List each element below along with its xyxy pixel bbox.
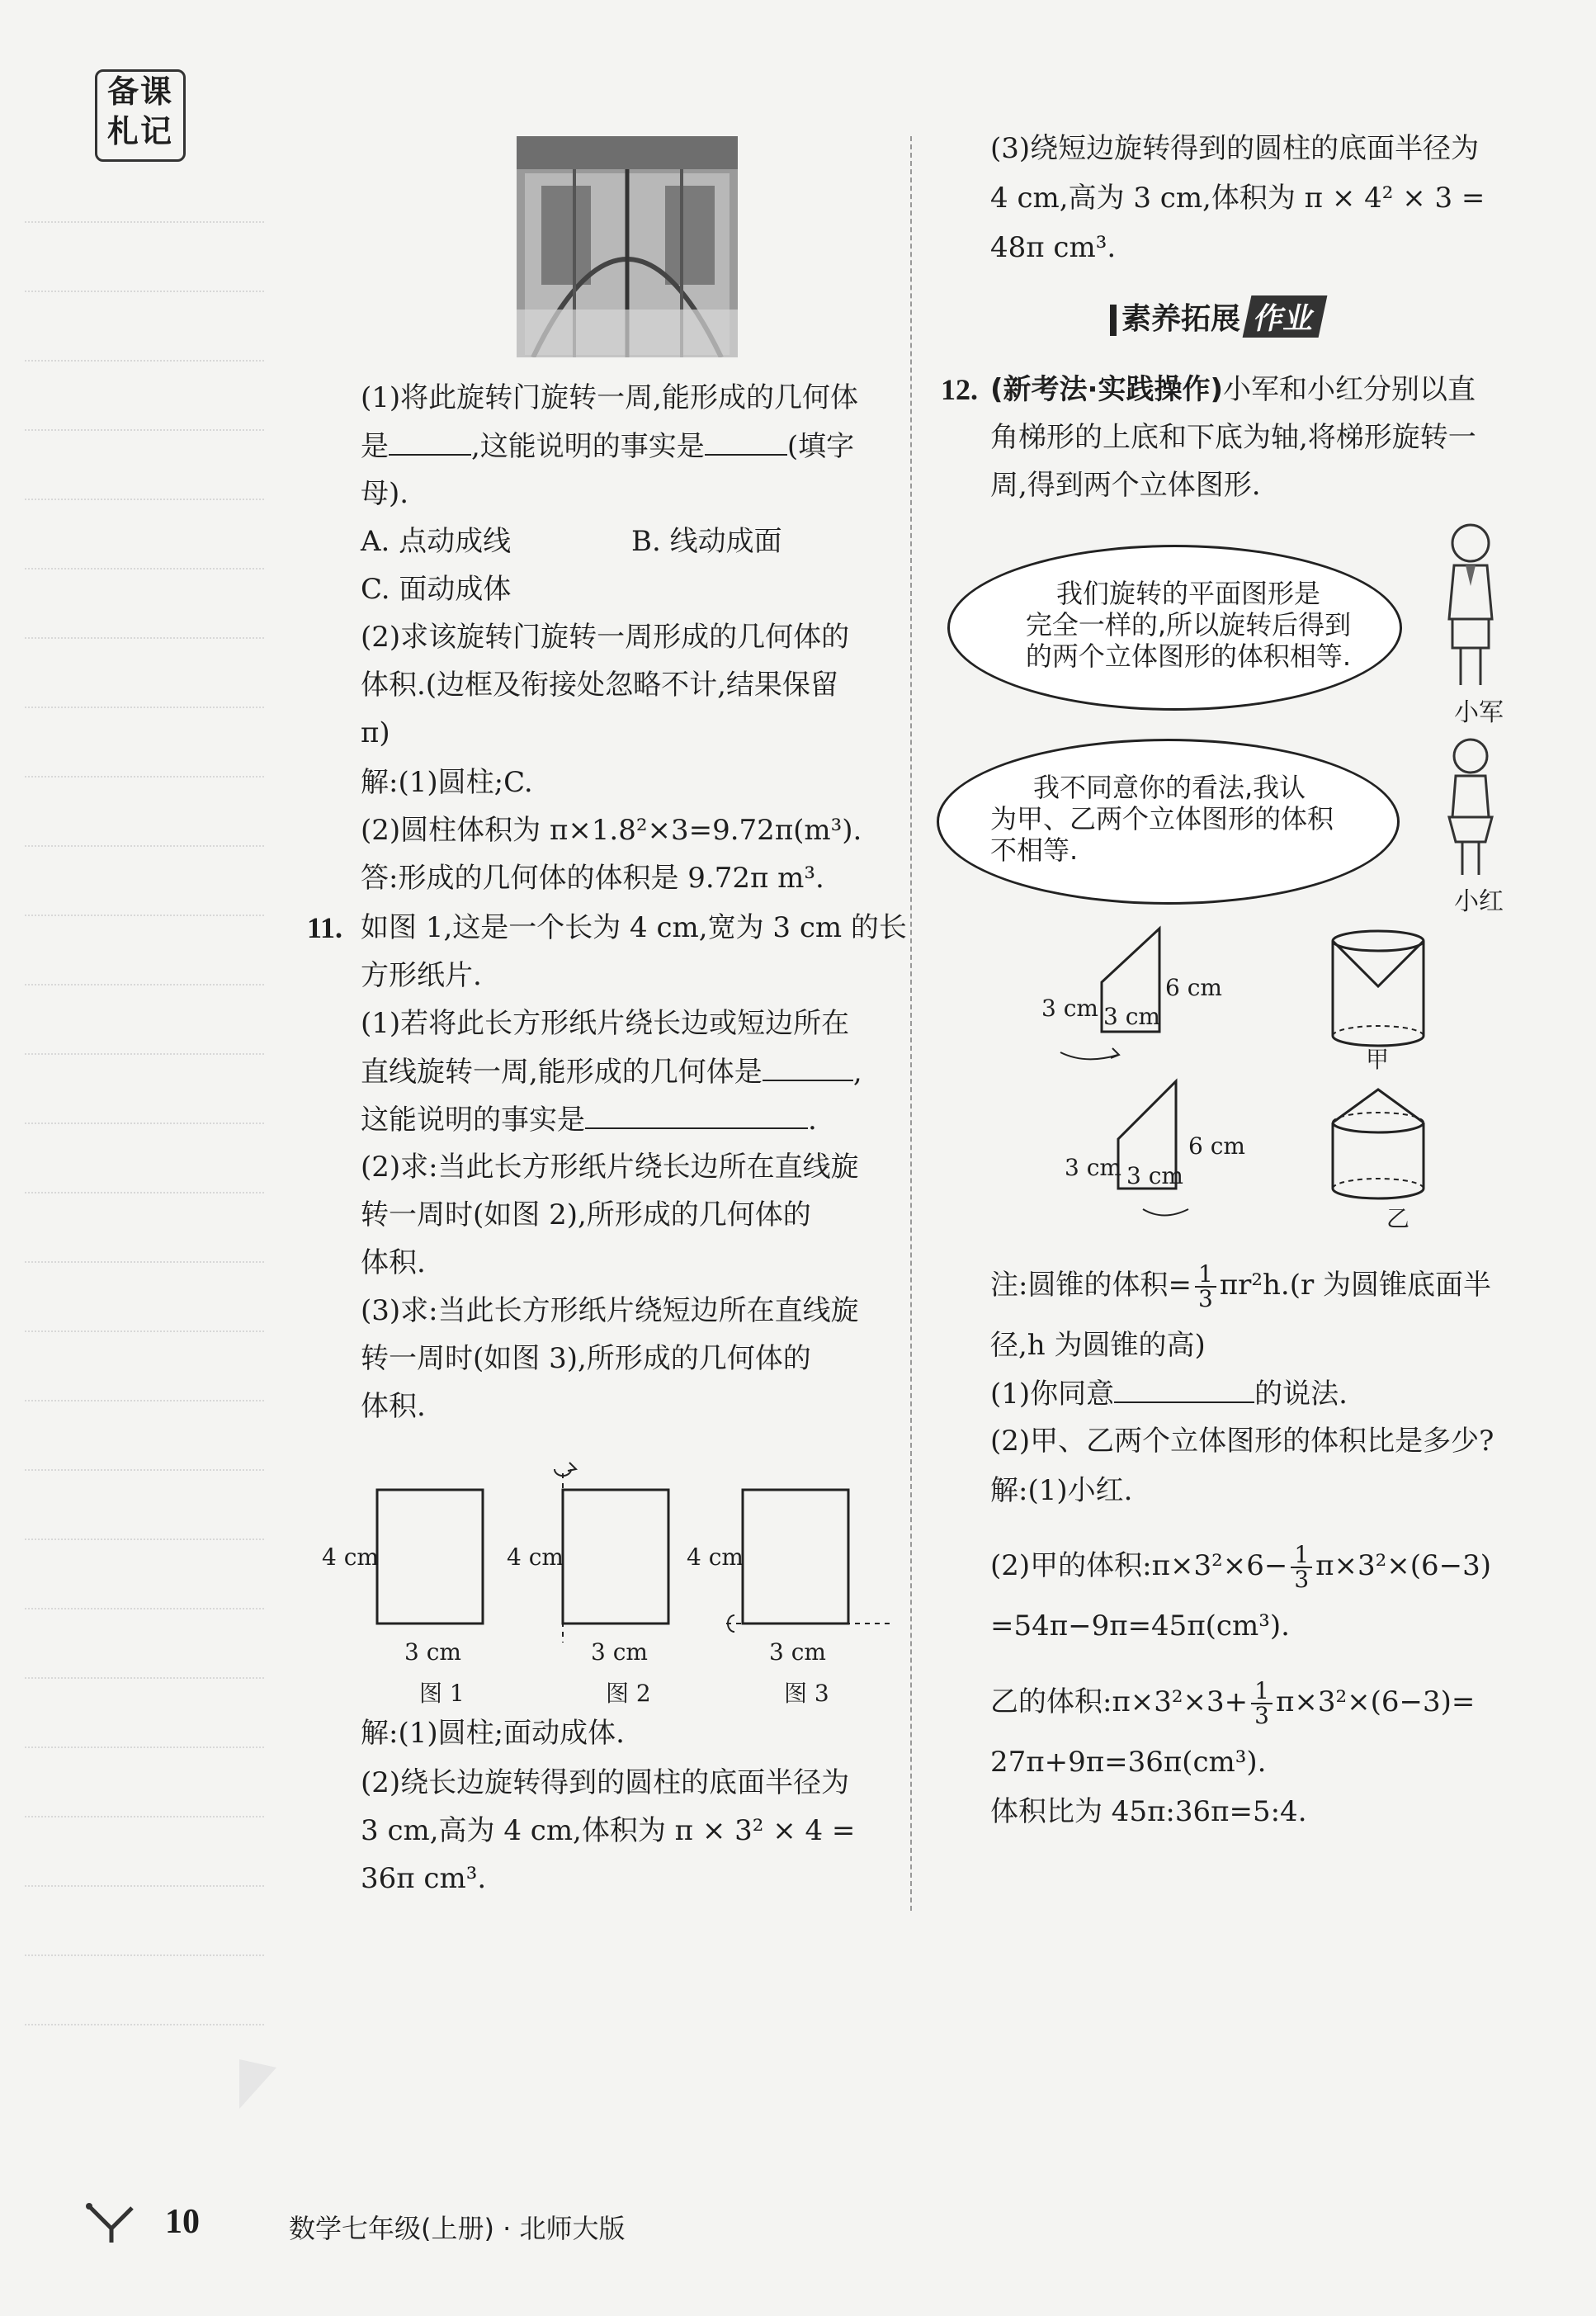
q11-l7: 转一周时(如图 2),所形成的几何体的 <box>361 1198 811 1231</box>
q10-part2-line3: π) <box>361 716 390 749</box>
fig2-side-label: 4 cm <box>507 1543 564 1571</box>
fig1-bottom-label: 3 cm <box>404 1638 461 1666</box>
bottom-right-dim: 6 cm <box>1188 1132 1245 1160</box>
q12-ratio: 体积比为 45π:36π=5:4. <box>990 1795 1307 1828</box>
fig1-rectangle <box>377 1490 483 1624</box>
fig3-caption: 图 3 <box>784 1680 829 1707</box>
boy-illustration <box>1438 520 1504 693</box>
q12-l1: (新考法·实践操作)小军和小红分别以直 <box>990 373 1476 406</box>
q10-p2a: 是 <box>361 430 389 463</box>
q12-number: 12. <box>941 373 978 406</box>
bubble-boy-text: 我们旋转的平面图形是 完全一样的,所以旋转后得到 的两个立体图形的体积相等. <box>1025 578 1352 672</box>
q11-solution3: (3)绕短边旋转得到的圆柱的底面半径为 <box>990 132 1480 165</box>
q11-solution3-line3: 48π cm³. <box>990 231 1117 264</box>
book-title: 数学七年级(上册) · 北师大版 <box>289 2213 626 2244</box>
q11-l5: 这能说明的事实是 . <box>361 1104 817 1137</box>
q10-part2: (2)求该旋转门旋转一周形成的几何体的 <box>361 621 850 654</box>
fig2-bottom-label: 3 cm <box>591 1638 648 1666</box>
q11-l10: 转一周时(如图 3),所形成的几何体的 <box>361 1342 811 1375</box>
q10-p2b: ,这能说明的事实是 <box>471 430 705 463</box>
q11-l9: (3)求:当此长方形纸片绕短边所在直线旋 <box>361 1294 859 1327</box>
top-left-dim: 3 cm <box>1041 995 1098 1022</box>
q11-solution3-line2: 4 cm,高为 3 cm,体积为 π × 4² × 3 = <box>990 182 1485 215</box>
yi-label: 乙 <box>1386 1205 1410 1232</box>
trapezoid-diagrams <box>1023 916 1485 1246</box>
footer-arrow-icon <box>83 2200 140 2245</box>
q12-solution1: 解:(1)小红. <box>990 1474 1133 1507</box>
q12-part1: (1)你同意 的说法. <box>990 1378 1348 1411</box>
q10-option-b: B. 线动成面 <box>631 525 782 558</box>
section-tag: 作业 <box>1243 295 1328 338</box>
q10-solution2: (2)圆柱体积为 π×1.8²×3=9.72π(m³). <box>361 814 862 847</box>
page-number: 10 <box>165 2203 200 2241</box>
q10-solution1: 解:(1)圆柱;C. <box>361 766 533 799</box>
fig3-rectangle <box>743 1490 848 1624</box>
fig2-rectangle <box>563 1490 668 1624</box>
q11-l8: 体积. <box>361 1246 426 1279</box>
bubble-girl-text: 我不同意你的看法,我认 为甲、乙两个立体图形的体积 不相等. <box>990 772 1334 866</box>
answer-blank[interactable] <box>389 429 471 456</box>
answer-blank[interactable] <box>763 1055 853 1081</box>
q11-l3: (1)若将此长方形纸片绕长边或短边所在 <box>361 1007 850 1040</box>
bottom-left-dim: 3 cm <box>1065 1154 1121 1181</box>
top-inner-dim: 3 cm <box>1103 1003 1160 1030</box>
q12-l2: 角梯形的上底和下底为轴,将梯形旋转一 <box>990 421 1476 454</box>
q10-option-c: C. 面动成体 <box>361 573 512 606</box>
q12-solution2-line2: =54π−9π=45π(cm³). <box>990 1609 1290 1642</box>
boy-name: 小军 <box>1454 698 1504 727</box>
q10-p2c: (填字 <box>786 430 855 463</box>
q11-solution2-line3: 36π cm³. <box>361 1862 487 1895</box>
q11-l1: 如图 1,这是一个长为 4 cm,宽为 3 cm 的长 <box>361 911 907 944</box>
q12-part2: (2)甲、乙两个立体图形的体积比是多少? <box>990 1425 1494 1458</box>
fig1-caption: 图 1 <box>419 1680 465 1707</box>
bottom-inner-dim: 3 cm <box>1126 1162 1183 1189</box>
column-divider <box>910 136 912 1911</box>
fig3-side-label: 4 cm <box>687 1543 744 1571</box>
jia-top <box>1333 931 1424 951</box>
q11-l11: 体积. <box>361 1390 426 1423</box>
girl-name: 小红 <box>1454 887 1504 916</box>
q11-number: 11. <box>307 911 343 944</box>
badge-line1: 备课 <box>106 73 173 110</box>
q11-solution2-line2: 3 cm,高为 4 cm,体积为 π × 3² × 4 = <box>361 1814 856 1847</box>
rotation-arrow-top <box>1060 1052 1118 1059</box>
corner-decoration <box>239 2059 281 2117</box>
q12-note: 注:圆锥的体积= $\frac{1}{3}$ πr²h.(r 为圆锥底面半 <box>990 1260 1492 1312</box>
q10-option-a: A. 点动成线 <box>361 525 512 558</box>
fig1-side-label: 4 cm <box>322 1543 379 1571</box>
answer-blank[interactable] <box>585 1103 808 1129</box>
section-header <box>1110 295 1323 336</box>
q12-l3: 周,得到两个立体图形. <box>990 469 1261 502</box>
top-right-dim: 6 cm <box>1165 974 1222 1001</box>
q12-solution3: 乙的体积:π×3²×3+ $\frac{1}{3}$ π×3²×(6−3)= <box>990 1677 1476 1729</box>
fig2-caption: 图 2 <box>606 1680 651 1707</box>
q11-l4: 直线旋转一周,能形成的几何体是 , <box>361 1056 862 1089</box>
q11-l2: 方形纸片. <box>361 959 482 992</box>
q12-solution2: (2)甲的体积:π×3²×6− $\frac{1}{3}$ π×3²×(6−3) <box>990 1541 1492 1593</box>
yi-cone <box>1333 1089 1424 1123</box>
q12-solution3-line2: 27π+9π=36π(cm³). <box>990 1746 1267 1779</box>
answer-blank[interactable] <box>705 429 787 456</box>
q10-part1: (1)将此旋转门旋转一周,能形成的几何体 <box>361 381 858 414</box>
revolving-door-photo <box>517 136 738 357</box>
q11-solution1: 解:(1)圆柱;面动成体. <box>361 1717 625 1750</box>
q11-solution2: (2)绕长边旋转得到的圆柱的底面半径为 <box>361 1766 850 1799</box>
rotation-arrow-bottom <box>1143 1209 1188 1216</box>
jia-label: 甲 <box>1366 1046 1390 1073</box>
q11-l6: (2)求:当此长方形纸片绕长边所在直线旋 <box>361 1151 859 1184</box>
section-title: 素养拓展 <box>1121 302 1241 336</box>
q10-p3: 母). <box>361 477 409 510</box>
notes-badge <box>95 69 186 162</box>
q10-part1-line2 <box>361 429 854 463</box>
q12-note-line2: 径,h 为圆锥的高) <box>990 1329 1206 1362</box>
q10-part2-line2: 体积.(边框及衔接处忽略不计,结果保留 <box>361 669 838 702</box>
badge-line2: 札记 <box>106 113 173 149</box>
q10-answer: 答:形成的几何体的体积是 9.72π m³. <box>361 862 824 895</box>
fig3-bottom-label: 3 cm <box>769 1638 826 1666</box>
answer-blank[interactable] <box>1114 1377 1254 1403</box>
girl-illustration <box>1438 735 1504 883</box>
